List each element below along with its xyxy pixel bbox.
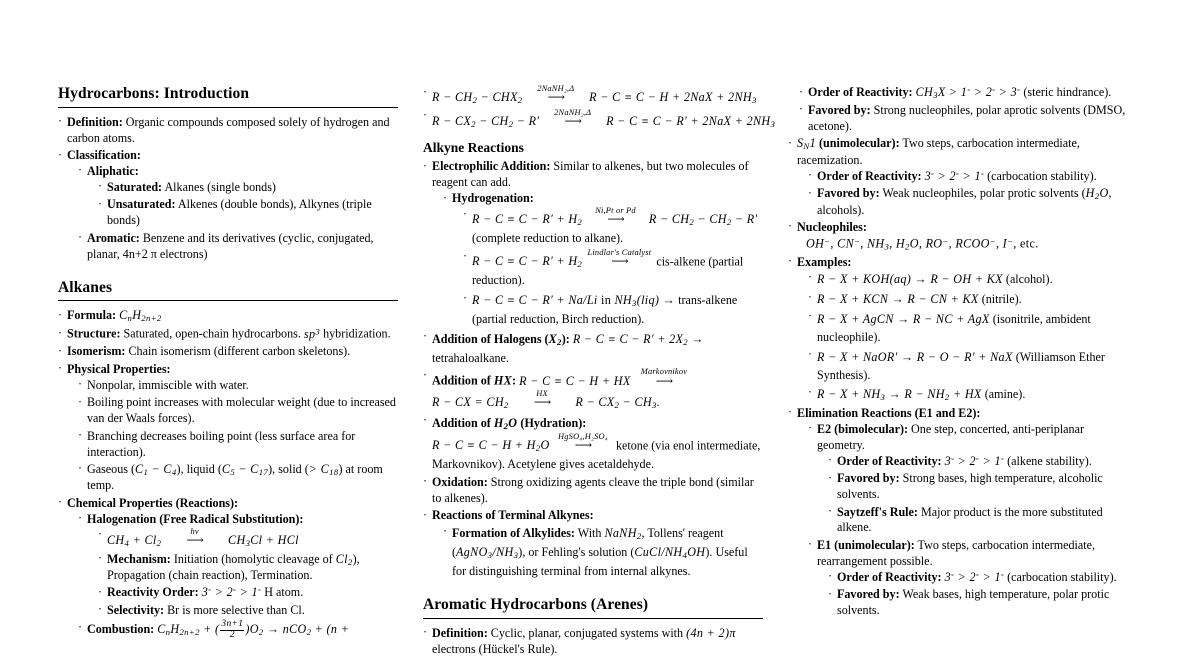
list-item — [78, 512, 398, 619]
e2-label: E2 (bimolecular): — [817, 421, 909, 436]
bullet-dot: · — [423, 84, 428, 99]
list-e2-details — [817, 454, 1128, 537]
isomerism-text: Chain isomerism (different carbon skeletons). — [125, 344, 351, 359]
list-item — [78, 429, 398, 461]
bullet-dot: · — [808, 537, 813, 552]
e1-text: Two steps, carbocation intermediate, rearrangement possible. — [817, 537, 1096, 568]
denominator: 2 — [229, 630, 235, 641]
list-item — [78, 231, 398, 263]
e1-label: E1 (unimolecular): — [817, 537, 915, 552]
bullet-dot: · — [788, 219, 793, 234]
unsaturated-label: Unsaturated: — [107, 197, 176, 212]
hydration-equation: $R - C \equiv C - H + H_2O$ HgSO₄,H₂SO₄ ⟶ — [432, 438, 613, 452]
arrow-label: Markovnikov — [640, 367, 688, 377]
list-terminal-alkynes — [432, 524, 763, 580]
bullet-dot: · — [78, 163, 83, 178]
phys-2: Boiling point increases with molecular weight (due to increased van der Waals forces). — [87, 395, 396, 426]
reactivity-order-tail: H atom. — [264, 585, 304, 600]
e1-order-tail: (carbocation stability). — [1007, 569, 1117, 584]
e1-order-math: 3◦ > 2◦ > 1◦ — [944, 569, 1005, 584]
bullet-dot: · — [423, 625, 428, 640]
nucleophiles-label: Nucleophiles: — [797, 219, 867, 234]
column-3 — [788, 85, 1128, 626]
list-arenes — [423, 626, 763, 658]
unsaturated-text: Alkenes (double bonds), Alkynes (triple bonds) — [107, 197, 372, 228]
bullet-dot: · — [58, 495, 63, 510]
bullet-dot: · — [463, 206, 468, 221]
list-chemical-properties — [67, 512, 398, 641]
hydrogenation-tail-3: trans-alkene (partial reduction, Birch reduction). — [472, 293, 738, 327]
terminal-alkynes-label: Reactions of Terminal Alkynes: — [432, 508, 594, 523]
list-item — [443, 191, 763, 328]
saturated-text: Alkanes (single bonds) — [162, 179, 276, 194]
reaction-arrow — [636, 368, 692, 387]
list-item — [788, 255, 1128, 405]
list-item: · Structure: Saturated, open-chain hydrocarbons. $sp^3$ hybridization. — [58, 325, 391, 341]
list-item — [78, 395, 398, 427]
aromatic-label: Aromatic: — [87, 230, 140, 245]
heading-hydrocarbons-introduction: Hydrocarbons: Introduction — [58, 85, 250, 102]
nanh2-math: NaNH$_2$ — [604, 526, 642, 542]
bullet-dot: · — [828, 569, 833, 584]
bullet-dot: · — [788, 405, 793, 420]
halogens-tail: tetrahaloalkane. — [432, 350, 509, 365]
heading-rule — [58, 107, 398, 108]
list-item — [98, 528, 398, 550]
list-item — [423, 368, 763, 412]
cl2-math: $Cl_2$ — [335, 551, 353, 567]
bullet-dot: · — [423, 158, 428, 173]
bullet-dot: · — [788, 254, 793, 268]
column-2 — [423, 84, 776, 656]
sn2-favored-label: Favored by: — [808, 102, 871, 117]
list-item — [463, 207, 763, 248]
list-physical-properties — [67, 378, 398, 495]
list-item — [58, 362, 398, 495]
bullet-dot: · — [423, 367, 428, 382]
bullet-dot: · — [98, 179, 103, 194]
e2-order-label: Order of Reactivity: — [837, 453, 942, 468]
c18-math: > $C_{18}$ — [308, 461, 339, 477]
sn2-order-label: Order of Reactivity: — [808, 85, 913, 99]
example-tail-2: (nitrile). — [978, 292, 1022, 307]
list-item — [443, 524, 763, 580]
list-item — [98, 180, 398, 196]
arrow-label: hv — [190, 526, 199, 536]
heading-rule — [423, 618, 763, 619]
list-examples — [797, 270, 1128, 404]
bullet-dot: · — [98, 584, 103, 599]
list-item — [98, 603, 398, 619]
e2-text: One step, concerted, anti-periplanar geometry. — [817, 421, 1084, 452]
bullet-dot: · — [799, 84, 804, 99]
hx-equation-part1: R − C ≡ C − H + HX Markovnikov ⟶ — [519, 374, 694, 388]
three-column-layout — [58, 84, 1133, 656]
list-sn1-details — [797, 169, 1128, 219]
heading-aromatic-hydrocarbons: Aromatic Hydrocarbons (Arenes) — [423, 596, 649, 614]
example-equation-2: R − X + KCN → R − CN + KX — [817, 292, 979, 307]
sn1-math-label: $S_N1$ — [797, 136, 816, 152]
bullet-dot: · — [58, 361, 63, 376]
bullet-dot: · — [78, 619, 83, 634]
list-aliphatic — [87, 180, 398, 229]
bullet-dot: · — [98, 551, 103, 566]
bullet-dot: · — [443, 190, 448, 205]
saytzeff-text: Major product is the more substituted alkene. — [837, 504, 1103, 535]
bullet-dot: · — [78, 428, 83, 443]
list-item — [423, 159, 763, 328]
bullet-dot: · — [443, 523, 448, 538]
list-item — [423, 107, 776, 131]
list-elimination — [797, 422, 1128, 619]
list-substitution-reactions — [788, 85, 1128, 619]
e2-order-tail: (alkene stability). — [1007, 453, 1092, 468]
arrow-label: Ni,Pt or Pd — [595, 206, 636, 216]
example-equation-1: R − X + KOH(aq) → R − OH + KX — [817, 272, 1003, 287]
list-e1-details — [817, 570, 1128, 619]
list-item — [808, 310, 1128, 346]
heading-alkanes: Alkanes — [58, 278, 113, 296]
sp3-math: $sp^3$ — [303, 326, 321, 341]
oxidation-text: Strong oxidizing agents cleave the triple bond (similar to alkenes). — [432, 474, 754, 505]
agno3-nh3-math: $AgNO_3/NH_3$ — [456, 545, 519, 561]
list-item — [58, 308, 398, 324]
list-item — [423, 508, 763, 580]
sn1-order-math: 3◦ > 2◦ > 1◦ — [924, 168, 985, 183]
bullet-dot: · — [788, 135, 793, 150]
bullet-dot: · — [78, 461, 83, 476]
bullet-dot: · — [808, 168, 813, 183]
alkylides-text-b: , Tollens' reagent ( — [452, 526, 724, 560]
hydrogenation-equation-2: $R - C \equiv C - R' + H_2$ Lindlar's Catalyst ⟶ — [472, 248, 652, 270]
hydration-tail: ketone (via enol intermediate, Markovnikov). Acetylene gives acetaldehyde. — [432, 438, 761, 472]
list-item — [423, 330, 763, 367]
bullet-dot: · — [808, 384, 813, 399]
arrow-shaft: ⟶ — [547, 90, 564, 105]
chemical-properties-label: Chemical Properties (Reactions): — [67, 495, 239, 510]
hydrogenation-equation-3: R − C ≡ C − R′ + Na/Li in $NH_3(liq)$ → — [472, 293, 676, 308]
alkylides-text-a: With — [574, 526, 605, 541]
bullet-dot: · — [423, 108, 428, 123]
arrow-label: HX — [536, 388, 548, 398]
heading-rule — [58, 300, 398, 301]
example-equation-4: R − X + NaOR′ → R − O − R′ + NaX — [817, 349, 1013, 364]
definition-label: Definition: — [67, 114, 123, 129]
arrow-shaft: ⟶ — [607, 212, 624, 227]
bullet-dot: · — [808, 421, 813, 436]
sn1-title-label: (unimolecular): — [815, 136, 900, 151]
arrow-shaft: ⟶ — [533, 395, 551, 410]
arrow-label: HgSO₄,H₂SO₄ — [558, 431, 608, 441]
e1-order-label: Order of Reactivity: — [837, 569, 942, 584]
list-item — [808, 169, 1128, 185]
oxidation-label: Oxidation: — [432, 474, 488, 489]
list-alkanes — [58, 308, 398, 641]
hydration-label: Addition of $H_2O$ (Hydration): — [432, 415, 587, 431]
arrow-label: Lindlar's Catalyst — [587, 248, 652, 258]
sn2-order-text: (steric hindrance). — [1020, 85, 1112, 99]
arrow-shaft: ⟶ — [186, 533, 203, 548]
bullet-dot: · — [78, 511, 83, 526]
reactivity-order-math: 3◦ > 2◦ > 1◦ — [201, 585, 262, 600]
electrophilic-addition-text: Similar to alkenes, but two molecules of reagent can add. — [432, 159, 749, 190]
list-item — [58, 115, 398, 147]
cucl-nh4oh-math: CuCl/$NH_4OH$ — [634, 545, 706, 561]
mechanism-label: Mechanism: — [107, 551, 171, 566]
list-item: · Gaseous $(C_1 - C_4)$, liquid $(C_5 - C_{17})$, solid (> $C_{18}$) at room temp. — [78, 461, 383, 493]
list-alkyne-preparation — [423, 84, 776, 131]
list-item — [808, 186, 1128, 218]
classification-label: Classification: — [67, 148, 141, 162]
halogenation-label: Halogenation (Free Radical Substitution): — [87, 511, 304, 526]
bullet-dot: · — [58, 114, 63, 129]
bullet-dot: · — [58, 147, 63, 162]
elimination-heading: Elimination Reactions (E1 and E2): — [797, 405, 981, 420]
list-item — [828, 471, 1128, 503]
reaction-arrow — [588, 249, 652, 268]
list-item — [58, 148, 398, 263]
bullet-dot: · — [78, 230, 83, 245]
list-item — [788, 103, 1128, 135]
alkylides-text-d: ). Useful for distinguishing terminal from internal alkynes. — [452, 545, 748, 579]
example-tail-3: (isonitrile, ambident nucleophile). — [817, 311, 1091, 344]
selectivity-label: Selectivity: — [107, 602, 165, 617]
bullet-dot: · — [828, 586, 833, 601]
phys-1: Nonpolar, immiscible with water. — [87, 377, 249, 392]
alkylides-label: Formation of Alkylides: — [452, 526, 575, 541]
reaction-arrow — [167, 528, 223, 547]
bullet-dot: · — [423, 413, 428, 428]
saturated-label: Saturated: — [107, 179, 163, 194]
sn1-order-label: Order of Reactivity: — [817, 168, 922, 183]
list-item: · Definition: Cyclic, planar, conjugated systems with (4n + 2)π electrons (Hückel's Rule). — [423, 625, 736, 656]
example-tail-1: (alcohol). — [1002, 272, 1053, 287]
examples-label: Examples: — [797, 254, 852, 269]
bullet-dot: · — [98, 527, 103, 542]
hydrogenation-tail-1: (complete reduction to alkane). — [472, 231, 624, 246]
e2-favored-label: Favored by: — [837, 471, 900, 486]
list-item — [788, 85, 1128, 101]
list-item — [423, 85, 763, 107]
column-1 — [58, 85, 398, 641]
hydrogenation-tail-2: cis-alkene (partial reduction). — [472, 254, 744, 288]
section-aromatic-hydrocarbons — [423, 596, 763, 658]
bullet-dot: · — [423, 507, 428, 522]
alkyne-prep-equation-2: $R - CX_2 - CH_2 - R'$ 2NaNH₂,Δ ⟶ $R - C \equiv C - R' + 2NaX + 2NH_3$ — [432, 107, 776, 130]
list-item — [463, 249, 763, 290]
list-item — [808, 348, 1128, 384]
electrophilic-addition-label: Electrophilic Addition: — [432, 159, 551, 174]
bullet-dot: · — [828, 504, 833, 518]
list-item — [423, 414, 763, 474]
bullet-dot: · — [799, 102, 804, 117]
list-item — [98, 197, 398, 229]
example-equation-3: R − X + AgCN → R − NC + AgX — [817, 311, 990, 326]
bullet-dot: · — [808, 309, 813, 324]
bullet-dot: · — [463, 248, 468, 263]
list-halogenation — [87, 528, 398, 619]
reaction-arrow — [514, 390, 570, 409]
arrow-shaft: ⟶ — [564, 114, 581, 129]
formula-label: Formula: — [67, 308, 117, 323]
e1-favored-label: Favored by: — [837, 587, 900, 602]
hx-addition-label: Addition of HX: — [432, 373, 517, 388]
arrow-shaft: ⟶ — [574, 438, 592, 453]
sn1-favored-tail: , alcohols). — [817, 186, 1112, 217]
list-item — [98, 585, 398, 601]
bullet-dot: · — [423, 474, 428, 489]
sn1-title-text: Two steps, carbocation intermediate, racemization. — [797, 136, 1080, 167]
sn1-favored-label: Favored by: — [817, 186, 880, 201]
bullet-dot: · — [828, 453, 833, 468]
saytzeff-label: Saytzeff's Rule: — [837, 504, 918, 519]
bullet-dot: · — [808, 269, 813, 284]
bullet-dot: · — [98, 196, 103, 211]
selectivity-text: Br is more selective than Cl. — [164, 602, 305, 617]
aromatic-text: Benzene and its derivatives (cyclic, conjugated, planar, 4n+2 π electrons) — [87, 230, 374, 261]
example-tail-4: (Williamson Ether Synthesis). — [817, 349, 1105, 382]
structure-label: Structure: — [67, 326, 121, 341]
hydrogenation-label: Hydrogenation: — [452, 191, 534, 206]
bullet-dot: · — [808, 185, 813, 200]
list-item — [423, 475, 763, 507]
e2-order-math: 3◦ > 2◦ > 1◦ — [944, 453, 1005, 468]
heading-alkyne-reactions: Alkyne Reactions — [423, 140, 524, 156]
list-hydrogenation — [432, 191, 763, 328]
sn1-favored-text: Weak nucleophiles, polar protic solvents ( — [879, 186, 1086, 201]
list-item — [808, 270, 1128, 288]
example-tail-5: (amine). — [981, 387, 1026, 402]
list-classification — [67, 164, 398, 263]
e1-favored-text: Weak bases, high temperature, polar protic solvents. — [837, 587, 1110, 618]
list-item — [808, 385, 1128, 404]
list-item — [78, 378, 398, 394]
alkylides-text-c: ), or Fehling's solution ( — [518, 545, 635, 560]
section-alkanes — [58, 279, 398, 642]
list-item — [78, 620, 398, 641]
list-item — [808, 290, 1128, 308]
list-item — [828, 505, 1128, 537]
example-equation-5: $R - X + NH_3 \to R - NH_2$ + HX — [817, 387, 982, 403]
alkyne-prep-equation-1: $R - CH_2 - CHX_2$ 2NaNH₂,Δ ⟶ $R - C \equiv C - H + 2NaX + 2NH_3$ — [432, 84, 757, 106]
c5-c17-math: $C_5 - C_{17}$ — [221, 461, 269, 477]
bullet-dot: · — [423, 329, 428, 344]
definition-text: Organic compounds composed solely of hydrogen and carbon atoms. — [67, 114, 390, 145]
list-item — [828, 570, 1128, 586]
list-item — [828, 587, 1128, 619]
h2o-math: $H_2O$ — [1085, 186, 1109, 202]
combustion-label: Combustion: — [87, 622, 155, 637]
list-hydrogenation-equations — [452, 207, 763, 328]
reactivity-order-label: Reactivity Order: — [107, 585, 199, 600]
reaction-arrow — [555, 433, 611, 452]
halogenation-equation: $CH_4 + Cl_2$ hv ⟶ $CH_3Cl$ + HCl — [107, 526, 299, 549]
sn1-order-tail: (carbocation stability). — [987, 168, 1097, 183]
list-item — [58, 344, 398, 360]
arene-definition-label: Definition: — [432, 625, 488, 640]
bullet-dot: · — [808, 289, 813, 304]
bullet-dot: · — [463, 290, 468, 305]
section-hydrocarbons-introduction — [58, 85, 398, 263]
halogens-equation: $R - C \equiv C - R' + 2X_2$ → — [572, 331, 704, 347]
aliphatic-label: Aliphatic: — [87, 163, 139, 178]
huckel-math: (4n + 2)π — [686, 625, 736, 640]
arrow-shaft: ⟶ — [611, 254, 628, 269]
reaction-arrow — [545, 109, 601, 128]
bullet-dot: · — [78, 394, 83, 409]
isomerism-label: Isomerism: — [67, 344, 126, 359]
combustion-equation: $C_nH_{2n+2}$ + ( $\frac{3n+1}{2}$ )$O_2 \to nCO_2 + (n$ + — [157, 619, 350, 641]
list-item: · Mechanism: Initiation (homolytic cleavage of $Cl_2$), Propagation (chain reaction), Termination. — [98, 551, 360, 583]
c1-c4-math: $C_1 - C_4$ — [135, 461, 177, 477]
fraction — [220, 620, 244, 641]
sn2-favored-text: Strong nucleophiles, polar aprotic solvents (DMSO, acetone). — [808, 102, 1126, 133]
bullet-dot: · — [58, 325, 63, 340]
list-item — [463, 291, 763, 328]
nucleophiles-list-math: OH−, CN−, $NH_3$, $H_2O$, RO−, RCOO−, I−, etc. — [806, 235, 1039, 252]
bullet-dot: · — [78, 377, 83, 392]
bullet-dot: · — [98, 602, 103, 617]
arrow-label: 2NaNH₂,Δ — [537, 84, 575, 93]
sn2-order-math: $CH_3X > 1^◦ > 2^◦ > 3^◦$ — [915, 85, 1021, 100]
arrow-shaft: ⟶ — [655, 373, 673, 388]
phys-3: Branching decreases boiling point (less surface area for interaction). — [87, 428, 356, 459]
list-alkyne-reactions — [423, 159, 763, 580]
numerator: 3n+1 — [221, 619, 244, 630]
bullet-dot: · — [808, 347, 813, 362]
list-item — [78, 164, 398, 229]
list-intro — [58, 115, 398, 263]
bullet-dot: · — [828, 470, 833, 485]
hx-equation-part2: R − CX = $CH_2$ HX ⟶ $R - CX_2 - CH_3$. — [432, 388, 661, 411]
bullet-dot: · — [58, 343, 63, 358]
bullet-dot: · — [58, 307, 63, 322]
halogens-addition-label: Addition of Halogens $(X_2)$: — [432, 331, 570, 347]
list-item — [788, 220, 1128, 253]
formula-math: $C_nH_{2n+2}$ — [119, 308, 162, 324]
list-item — [788, 406, 1128, 619]
reaction-arrow — [588, 207, 644, 226]
list-item — [808, 538, 1128, 619]
reaction-arrow — [528, 85, 584, 104]
physical-properties-label: Physical Properties: — [67, 361, 171, 376]
list-item — [828, 454, 1128, 470]
list-item — [788, 136, 1128, 218]
list-item — [808, 422, 1128, 537]
list-item — [58, 496, 398, 641]
arrow-label: 2NaNH₂,Δ — [554, 107, 592, 117]
e2-favored-text: Strong bases, high temperature, alcoholic solvents. — [837, 471, 1103, 502]
hydrogenation-equation-1: $R - C \equiv C - R' + H_2$ Ni,Pt or Pd ⟶ $R - CH_2 - CH_2 - R'$ — [472, 206, 758, 228]
